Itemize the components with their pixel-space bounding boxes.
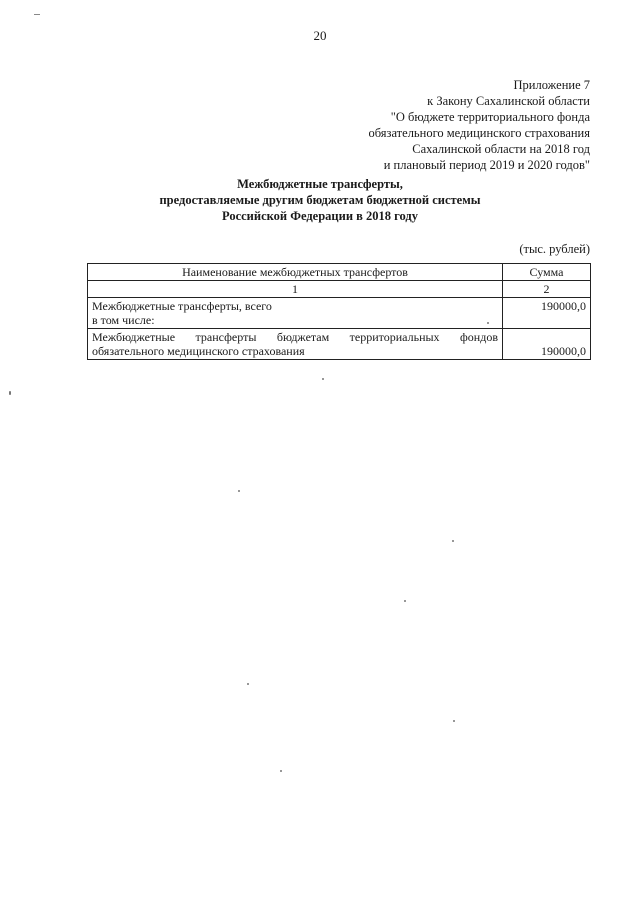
title-line: предоставляемые другим бюджетам бюджетной системы: [159, 193, 481, 207]
title-line: Российской Федерации в 2018 году: [222, 209, 418, 223]
scan-speck: [453, 720, 455, 722]
title-line: Межбюджетные трансферты,: [237, 177, 403, 191]
page-number: 20: [313, 28, 327, 43]
units-label: (тыс. рублей): [519, 242, 590, 256]
appendix-line: и плановый период 2019 и 2020 годов": [383, 158, 590, 172]
scan-speck: [247, 683, 249, 685]
scan-speck: [238, 490, 240, 492]
row-name-cell: [88, 329, 503, 360]
document-title: [0, 176, 640, 224]
row-name-line: обязательного медицинского страхования: [92, 344, 305, 358]
row-name-line: Межбюджетные трансферты, всего: [92, 299, 272, 313]
row-name-cell: [88, 298, 503, 329]
appendix-line: "О бюджете территориального фонда: [390, 110, 590, 124]
scan-speck: [9, 391, 11, 395]
table-row: [88, 329, 591, 360]
header-amount: Сумма: [503, 264, 591, 281]
transfers-table: [87, 263, 591, 360]
column-number: 2: [503, 281, 591, 298]
appendix-line: Приложение 7: [513, 78, 590, 92]
table-row: [88, 298, 591, 329]
column-number-row: [88, 281, 591, 298]
column-number: 1: [88, 281, 503, 298]
scan-speck: [404, 600, 406, 602]
table-header-row: [88, 264, 591, 281]
scan-speck: [280, 770, 282, 772]
scan-speck: [322, 378, 324, 380]
row-name-line: в том числе:: [92, 313, 155, 327]
header-name: Наименование межбюджетных трансфертов: [88, 264, 503, 281]
appendix-line: к Закону Сахалинской области: [427, 94, 590, 108]
appendix-reference: [368, 77, 590, 173]
scan-speck: [487, 322, 489, 324]
appendix-line: Сахалинской области на 2018 год: [412, 142, 590, 156]
row-amount: 190000,0: [503, 329, 591, 360]
scan-speck: [452, 540, 454, 542]
row-name-line: Межбюджетные трансферты бюджетам территориальных фондов: [92, 330, 498, 344]
row-amount: 190000,0: [503, 298, 591, 329]
appendix-line: обязательного медицинского страхования: [368, 126, 590, 140]
scan-mark: [34, 14, 40, 15]
